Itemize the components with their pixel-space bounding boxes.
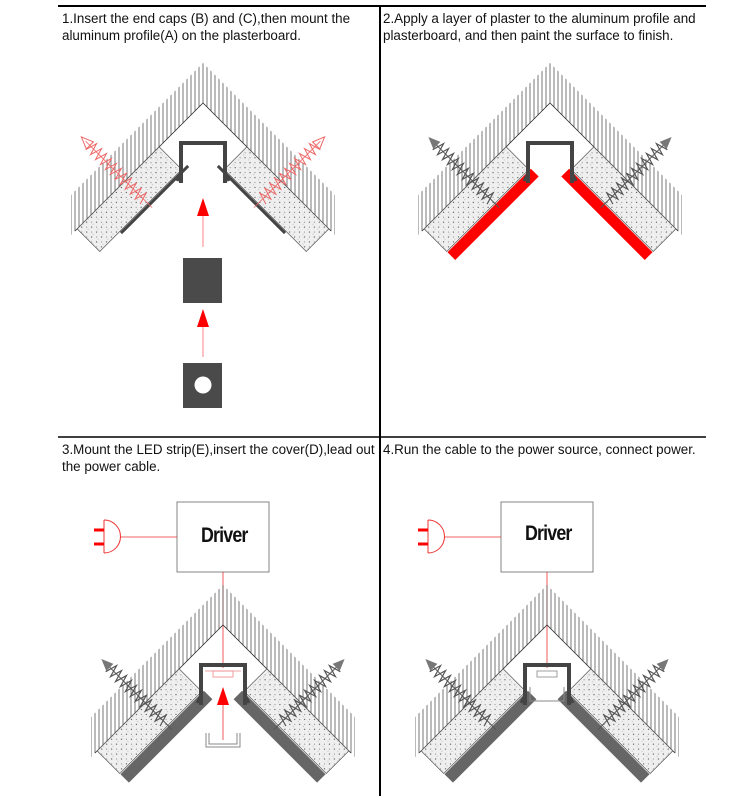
step1-text: 1.Insert the end caps (B) and (C),then mount the aluminum profile(A) on the plasterboard. [62, 11, 351, 43]
step3-diagram [53, 580, 392, 783]
step4-diagram [377, 580, 716, 783]
end-cap-b [183, 258, 222, 303]
plug-icon [418, 520, 445, 553]
step2-text: 2.Apply a layer of plaster to the aluminum profile and plasterboard, and then paint the surface to finish. [383, 11, 696, 43]
step4-text: 4.Run the cable to the power source, connect power. [383, 442, 696, 457]
driver-label: Driver [201, 524, 248, 547]
step3-text: 3.Mount the LED strip(E),insert the cover(D),lead out the power cable. [62, 442, 375, 474]
end-cap-arrows [183, 198, 222, 408]
aluminum-profile [177, 143, 229, 183]
driver-label: Driver [525, 522, 572, 545]
step2-diagram [380, 58, 719, 260]
led-strip [213, 671, 233, 677]
plug-icon [94, 520, 121, 553]
